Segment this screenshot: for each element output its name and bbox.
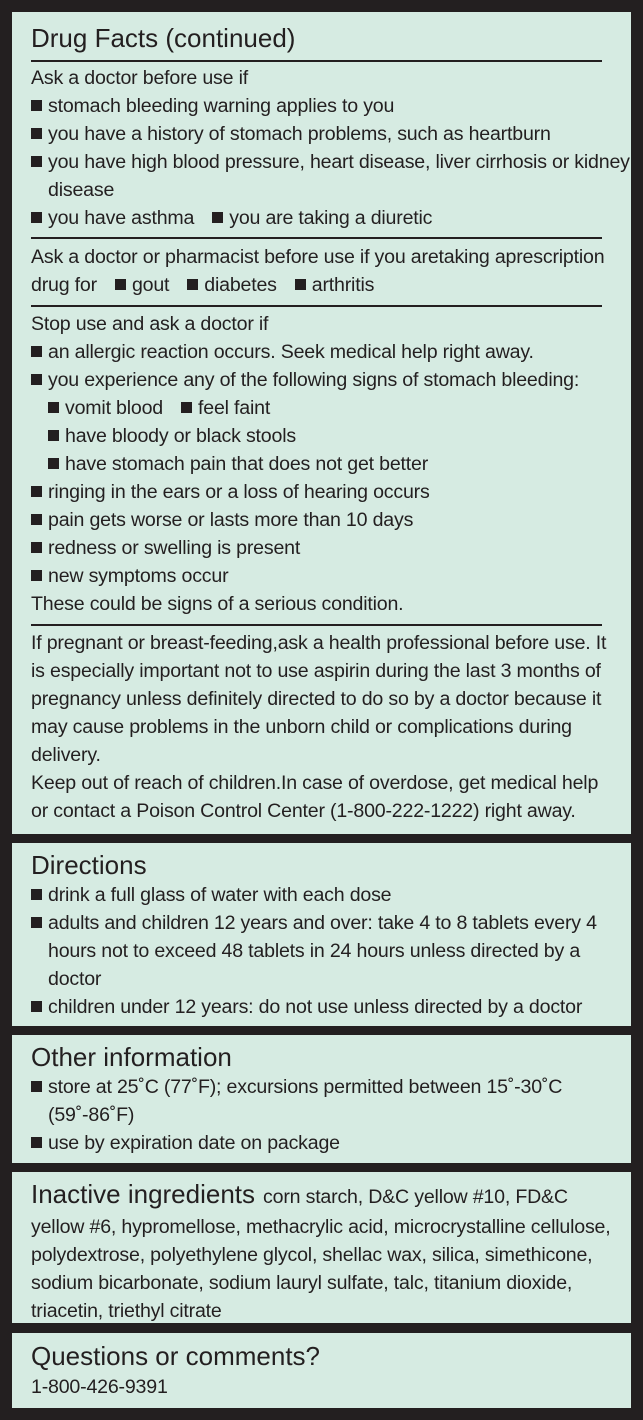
list-item: an allergic reaction occurs. Seek medical help right away. (31, 338, 631, 366)
list-item: you have high blood pressure, heart disease, liver cirrhosis or kidney (31, 148, 631, 176)
bullet-icon (31, 1001, 42, 1012)
list-item-continuation: (59˚-86˚F) (48, 1104, 135, 1126)
bullet-icon (31, 486, 42, 497)
pregnant-line: If pregnant or breast-feeding,ask a health professional before use. It (31, 632, 607, 654)
directions-title: Directions (31, 850, 147, 880)
bullet-icon (31, 346, 42, 357)
bullet-icon (187, 279, 198, 290)
bullet-icon (181, 402, 192, 413)
bullet-icon (31, 128, 42, 139)
bullet-icon (295, 279, 306, 290)
inactive-first-line: corn starch, D&C yellow #10, FD&C (263, 1186, 568, 1208)
stop-use-closing: These could be signs of a serious condition. (31, 593, 404, 615)
drug-facts-panel (12, 12, 631, 834)
ask-doctor-section (31, 64, 631, 232)
section-rule (31, 624, 602, 626)
stop-use-section (31, 310, 631, 618)
pregnant-line: pregnancy unless definitely directed to do so by a doctor because it (31, 688, 602, 710)
bullet-icon (31, 1137, 42, 1148)
bullet-icon (31, 156, 42, 167)
pregnant-section (31, 629, 631, 825)
ingredient-line: triacetin, triethyl citrate (31, 1300, 222, 1322)
ask-pharmacist-section (31, 243, 631, 299)
pregnant-line: is especially important not to use aspirin during the last 3 months of (31, 660, 601, 682)
bullet-icon (48, 402, 59, 413)
pregnant-line: may cause problems in the unborn child or complications during (31, 716, 572, 738)
ingredient-line: polydextrose, polyethylene glycol, shellac wax, silica, simethicone, (31, 1244, 593, 1266)
bullet-icon (31, 514, 42, 525)
bullet-icon (31, 917, 42, 928)
ask-pharmacist-line: Ask a doctor or pharmacist before use if you aretaking aprescription (31, 246, 605, 268)
bullet-icon (31, 374, 42, 385)
bullet-icon (48, 458, 59, 469)
bullet-icon (31, 1081, 42, 1092)
section-rule (31, 237, 602, 239)
ask-pharmacist-items: drug for gout diabetes arthritis (31, 274, 375, 296)
list-item: you have a history of stomach problems, such as heartburn (31, 120, 631, 148)
list-item: vomit blood feel faint (31, 394, 631, 422)
bullet-icon (115, 279, 126, 290)
bullet-icon (31, 212, 42, 223)
pregnant-line: delivery. (31, 744, 101, 766)
bullet-icon (212, 212, 223, 223)
keep-out-line: or contact a Poison Control Center (1-800-222-1222) right away. (31, 800, 576, 822)
list-item-continuation: disease (48, 179, 115, 201)
inactive-title: Inactive ingredients (31, 1179, 256, 1209)
bullet-icon (31, 570, 42, 581)
list-item: redness or swelling is present (31, 534, 631, 562)
bullet-icon (48, 430, 59, 441)
list-item: stomach bleeding warning applies to you (31, 92, 631, 120)
list-item: you experience any of the following signs of stomach bleeding: (31, 366, 631, 394)
directions-panel (12, 843, 631, 1026)
list-item: ringing in the ears or a loss of hearing occurs (31, 478, 631, 506)
drug-facts-title: Drug Facts (continued) (31, 23, 296, 53)
section-rule (31, 305, 602, 307)
keep-out-line: Keep out of reach of children.In case of overdose, get medical help (31, 772, 599, 794)
list-item: have stomach pain that does not get better (31, 450, 631, 478)
bullet-icon (31, 542, 42, 553)
ask-doctor-heading: Ask a doctor before use if (31, 67, 248, 89)
questions-panel (12, 1333, 631, 1408)
directions-list (31, 881, 631, 1021)
list-item: you have asthma you are taking a diuretic (31, 204, 631, 232)
other-info-list (31, 1073, 631, 1157)
list-item: have bloody or black stools (31, 422, 631, 450)
list-item: new symptoms occur (31, 562, 631, 590)
list-item: pain gets worse or lasts more than 10 days (31, 506, 631, 534)
questions-phone: 1-800-426-9391 (31, 1376, 168, 1398)
bullet-icon (31, 100, 42, 111)
other-info-panel (12, 1035, 631, 1163)
inactive-ingredients-panel (12, 1172, 631, 1323)
ingredient-line: yellow #6, hypromellose, methacrylic acid, microcrystalline cellulose, (31, 1216, 611, 1238)
inactive-title-line (31, 1177, 631, 1213)
list-item-continuation: doctor (48, 968, 102, 990)
list-item: adults and children 12 years and over: take 4 to 8 tablets every 4 (31, 909, 631, 937)
stop-use-heading: Stop use and ask a doctor if (31, 313, 269, 335)
title-rule (31, 60, 602, 62)
questions-title: Questions or comments? (31, 1341, 321, 1371)
other-info-title: Other information (31, 1042, 232, 1072)
list-item: use by expiration date on package (31, 1129, 631, 1157)
bullet-icon (31, 889, 42, 900)
ingredient-line: sodium bicarbonate, sodium lauryl sulfate, talc, titanium dioxide, (31, 1272, 573, 1294)
list-item: children under 12 years: do not use unless directed by a doctor (31, 993, 631, 1021)
list-item-continuation: hours not to exceed 48 tablets in 24 hours unless directed by a (48, 940, 581, 962)
list-item: drink a full glass of water with each dose (31, 881, 631, 909)
list-item: store at 25˚C (77˚F); excursions permitted between 15˚-30˚C (31, 1073, 631, 1101)
